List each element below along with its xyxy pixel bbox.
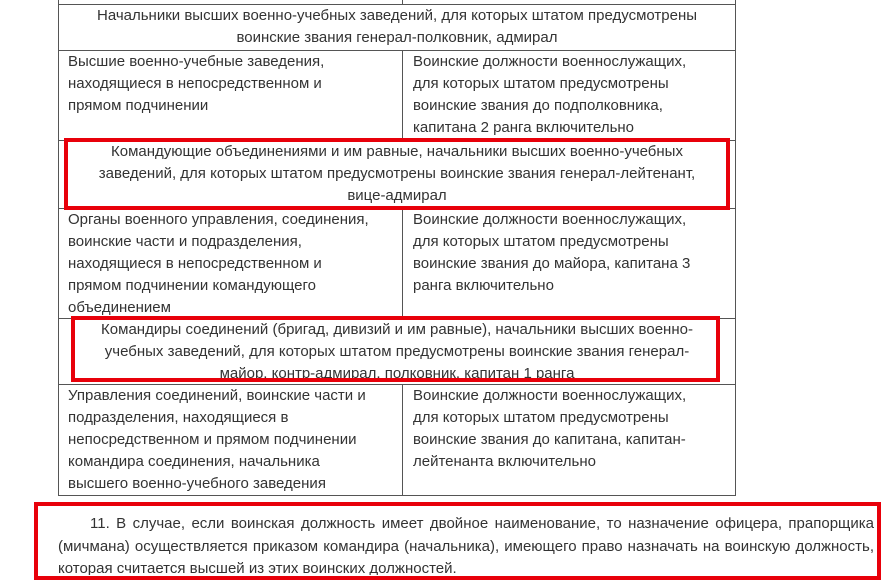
table-cell-partial-row <box>58 0 736 4</box>
table-cell-senior-heads: Начальники высших военно-учебных заведений, для которых штатом предусмотрены воинские звания генерал-полковник, адмирал <box>96 7 698 46</box>
table-cell-positions-major: Воинские должности военнослужащих, для которых штатом предусмотрены воинские звания до майора, капитана 3 ранга включительно <box>413 211 691 294</box>
table-cell-army-commanders: Командующие объединениями и им равные, начальники высших военно-учебных заведений, для которых штатом предусмотрены воинские звания генерал-лейтенант, вице-адмирал <box>98 143 696 204</box>
table-cell-military-bodies: Органы военного управления, соединения, воинские части и подразделения, находящиеся в непосредственном и прямом подчинении командующего объединением <box>68 211 369 316</box>
table-right-border <box>735 0 736 496</box>
table-cell-formation-units: Управления соединений, воинские части и подразделения, находящиеся в непосредственном и прямом подчинении командира соединения, начальника высшего военно-учебного заведения <box>68 387 366 492</box>
table-bottom-border <box>58 495 736 496</box>
table-cell-formation-commanders: Командиры соединений (бригад, дивизий и им равные), начальники высших военно- учебных заведений, для которых штатом предусмотрены воинские звания генерал- майор, контр-адмирал, полковник, капитан 1 ранга <box>101 321 693 382</box>
table-cell-higher-schools: Высшие военно-учебные заведения, находящиеся в непосредственном и прямом подчинении <box>68 53 325 114</box>
table-cell-positions-ltcol: Воинские должности военнослужащих, для которых штатом предусмотрены воинские звания до подполковника, капитана 2 ранга включительно <box>413 53 687 136</box>
paragraph-11: 11. В случае, если воинская должность имеет двойное наименование, то назначение офицера, прапорщика (мичмана) осуществляется приказом командира (начальника), имеющего право назначать на воинскую должность, которая считается высшей из этих воинских должностей. <box>58 515 874 575</box>
table-cell-positions-captain: Воинские должности военнослужащих, для которых штатом предусмотрены воинские звания до капитана, капитан- лейтенанта включительно <box>413 387 687 470</box>
